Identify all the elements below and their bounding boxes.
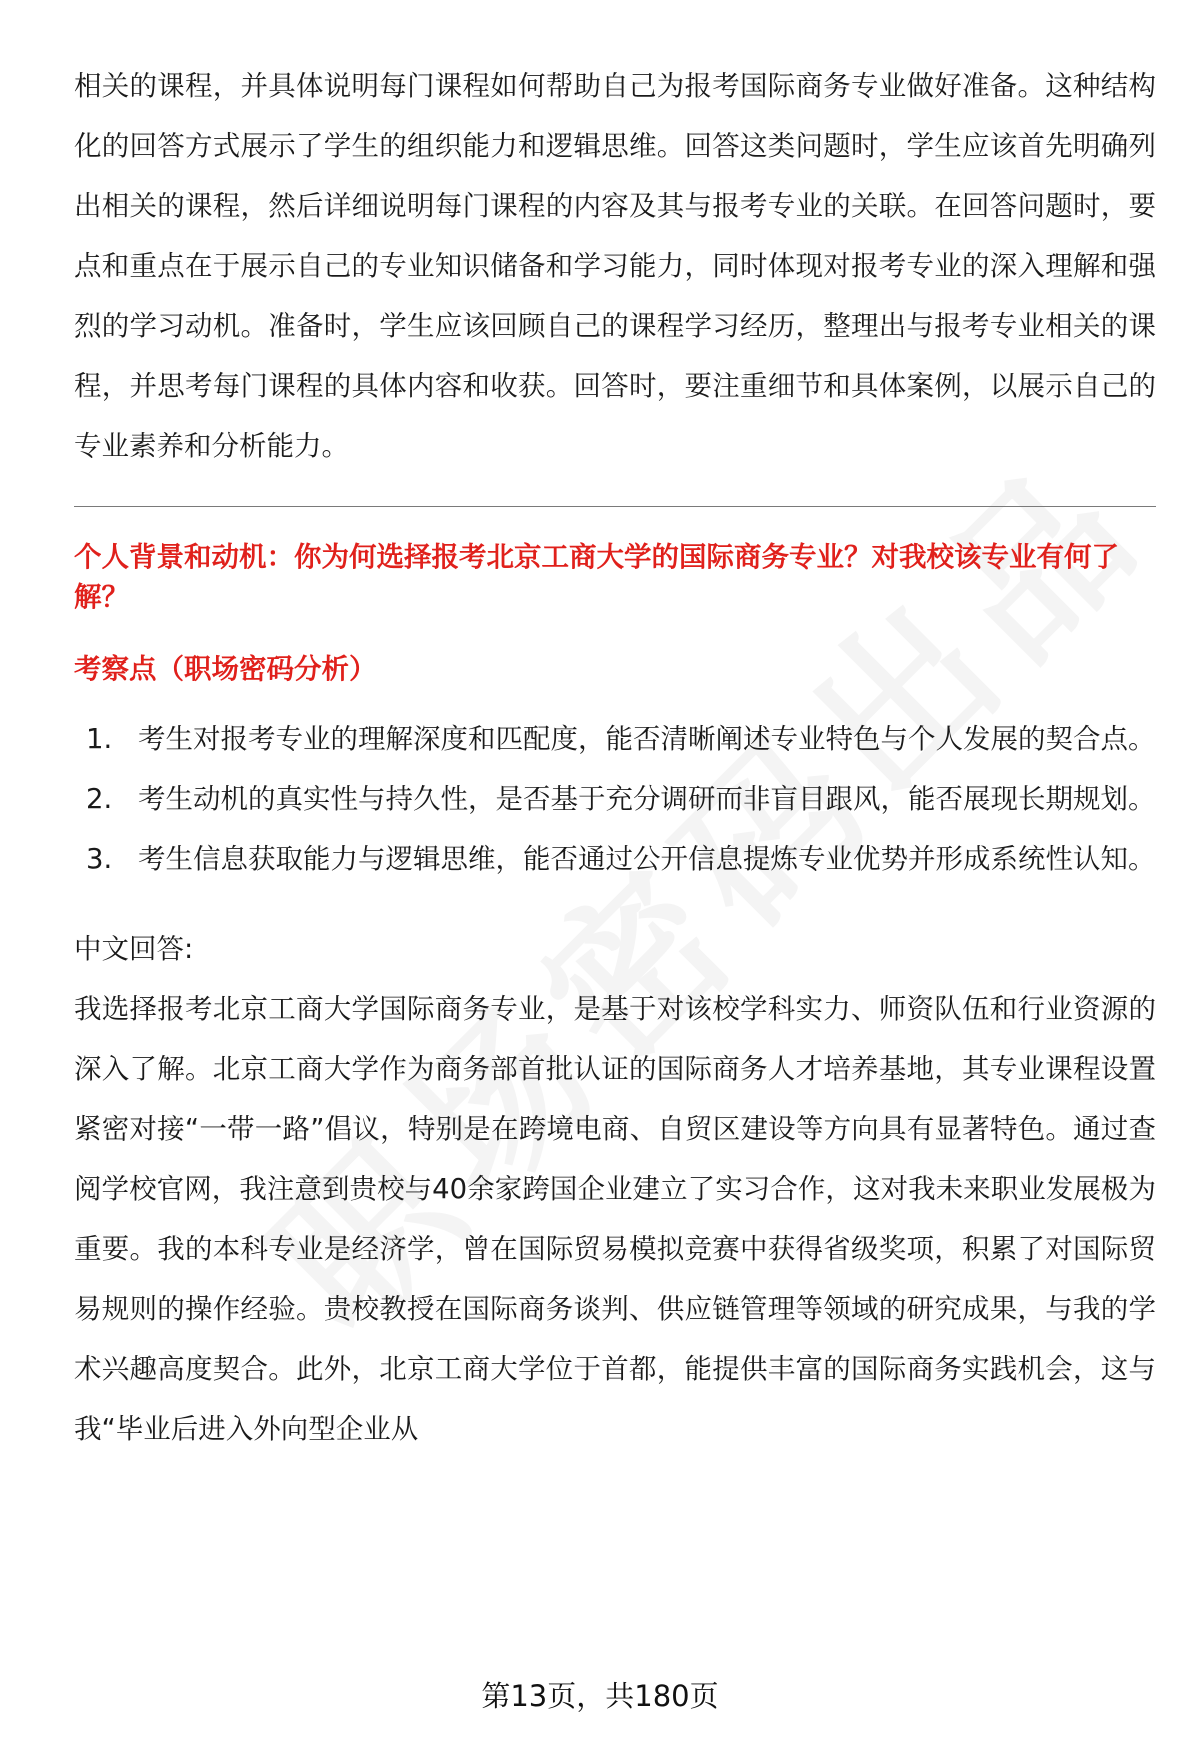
exam-points-heading: 考察点（职场密码分析） [74, 653, 377, 685]
list-item-text: 考生信息获取能力与逻辑思维，能否通过公开信息提炼专业优势并形成系统性认知。 [138, 843, 1156, 875]
list-item-text: 考生对报考专业的理解深度和匹配度，能否清晰阐述专业特色与个人发展的契合点。 [138, 723, 1156, 755]
list-item-number: 3. [86, 843, 113, 875]
list-item-number: 2. [86, 783, 113, 815]
intro-paragraph: 相关的课程，并具体说明每门课程如何帮助自己为报考国际商务专业做好准备。这种结构化的回答方式展示了学生的组织能力和逻辑思维。回答这类问题时，学生应该首先明确列出相关的课程，然后详细说明每门课程的内容及其与报考专业的关联。在回答问题时，要点和重点在于展示自己的专业知识储备和学习能力，同时体现对报考专业的深入理解和强烈的学习动机。准备时，学生应该回顾自己的课程学习经历，整理出与报考专业相关的课程，并思考每门课程的具体内容和收获。回答时，要注重细节和具体案例，以展示自己的专业素养和分析能力。 [74, 70, 1156, 462]
list-item [74, 829, 1156, 889]
question-heading: 个人背景和动机：你为何选择报考北京工商大学的国际商务专业？对我校该专业有何了解？ [74, 541, 1119, 613]
answer-paragraph: 我选择报考北京工商大学国际商务专业，是基于对该校学科实力、师资队伍和行业资源的深入了解。北京工商大学作为商务部首批认证的国际商务人才培养基地，其专业课程设置紧密对接“一带一路”倡议，特别是在跨境电商、自贸区建设等方向具有显著特色。通过查阅学校官网，我注意到贵校与40余家跨国企业建立了实习合作，这对我未来职业发展极为重要。我的本科专业是经济学，曾在国际贸易模拟竞赛中获得省级奖项，积累了对国际贸易规则的操作经验。贵校教授在国际商务谈判、供应链管理等领域的研究成果，与我的学术兴趣高度契合。此外，北京工商大学位于首都，能提供丰富的国际商务实践机会，这与我“毕业后进入外向型企业从 [74, 993, 1156, 1445]
list-item-number: 1. [86, 723, 113, 755]
page-content [74, 56, 1156, 1459]
page-footer: 第13页，共180页 [481, 1679, 719, 1713]
answer-label: 中文回答: [74, 933, 194, 965]
list-item [74, 709, 1156, 769]
section-divider [74, 506, 1156, 507]
list-item [74, 769, 1156, 829]
list-item-text: 考生动机的真实性与持久性，是否基于充分调研而非盲目跟风，能否展现长期规划。 [138, 783, 1156, 815]
exam-points-list [74, 709, 1156, 889]
